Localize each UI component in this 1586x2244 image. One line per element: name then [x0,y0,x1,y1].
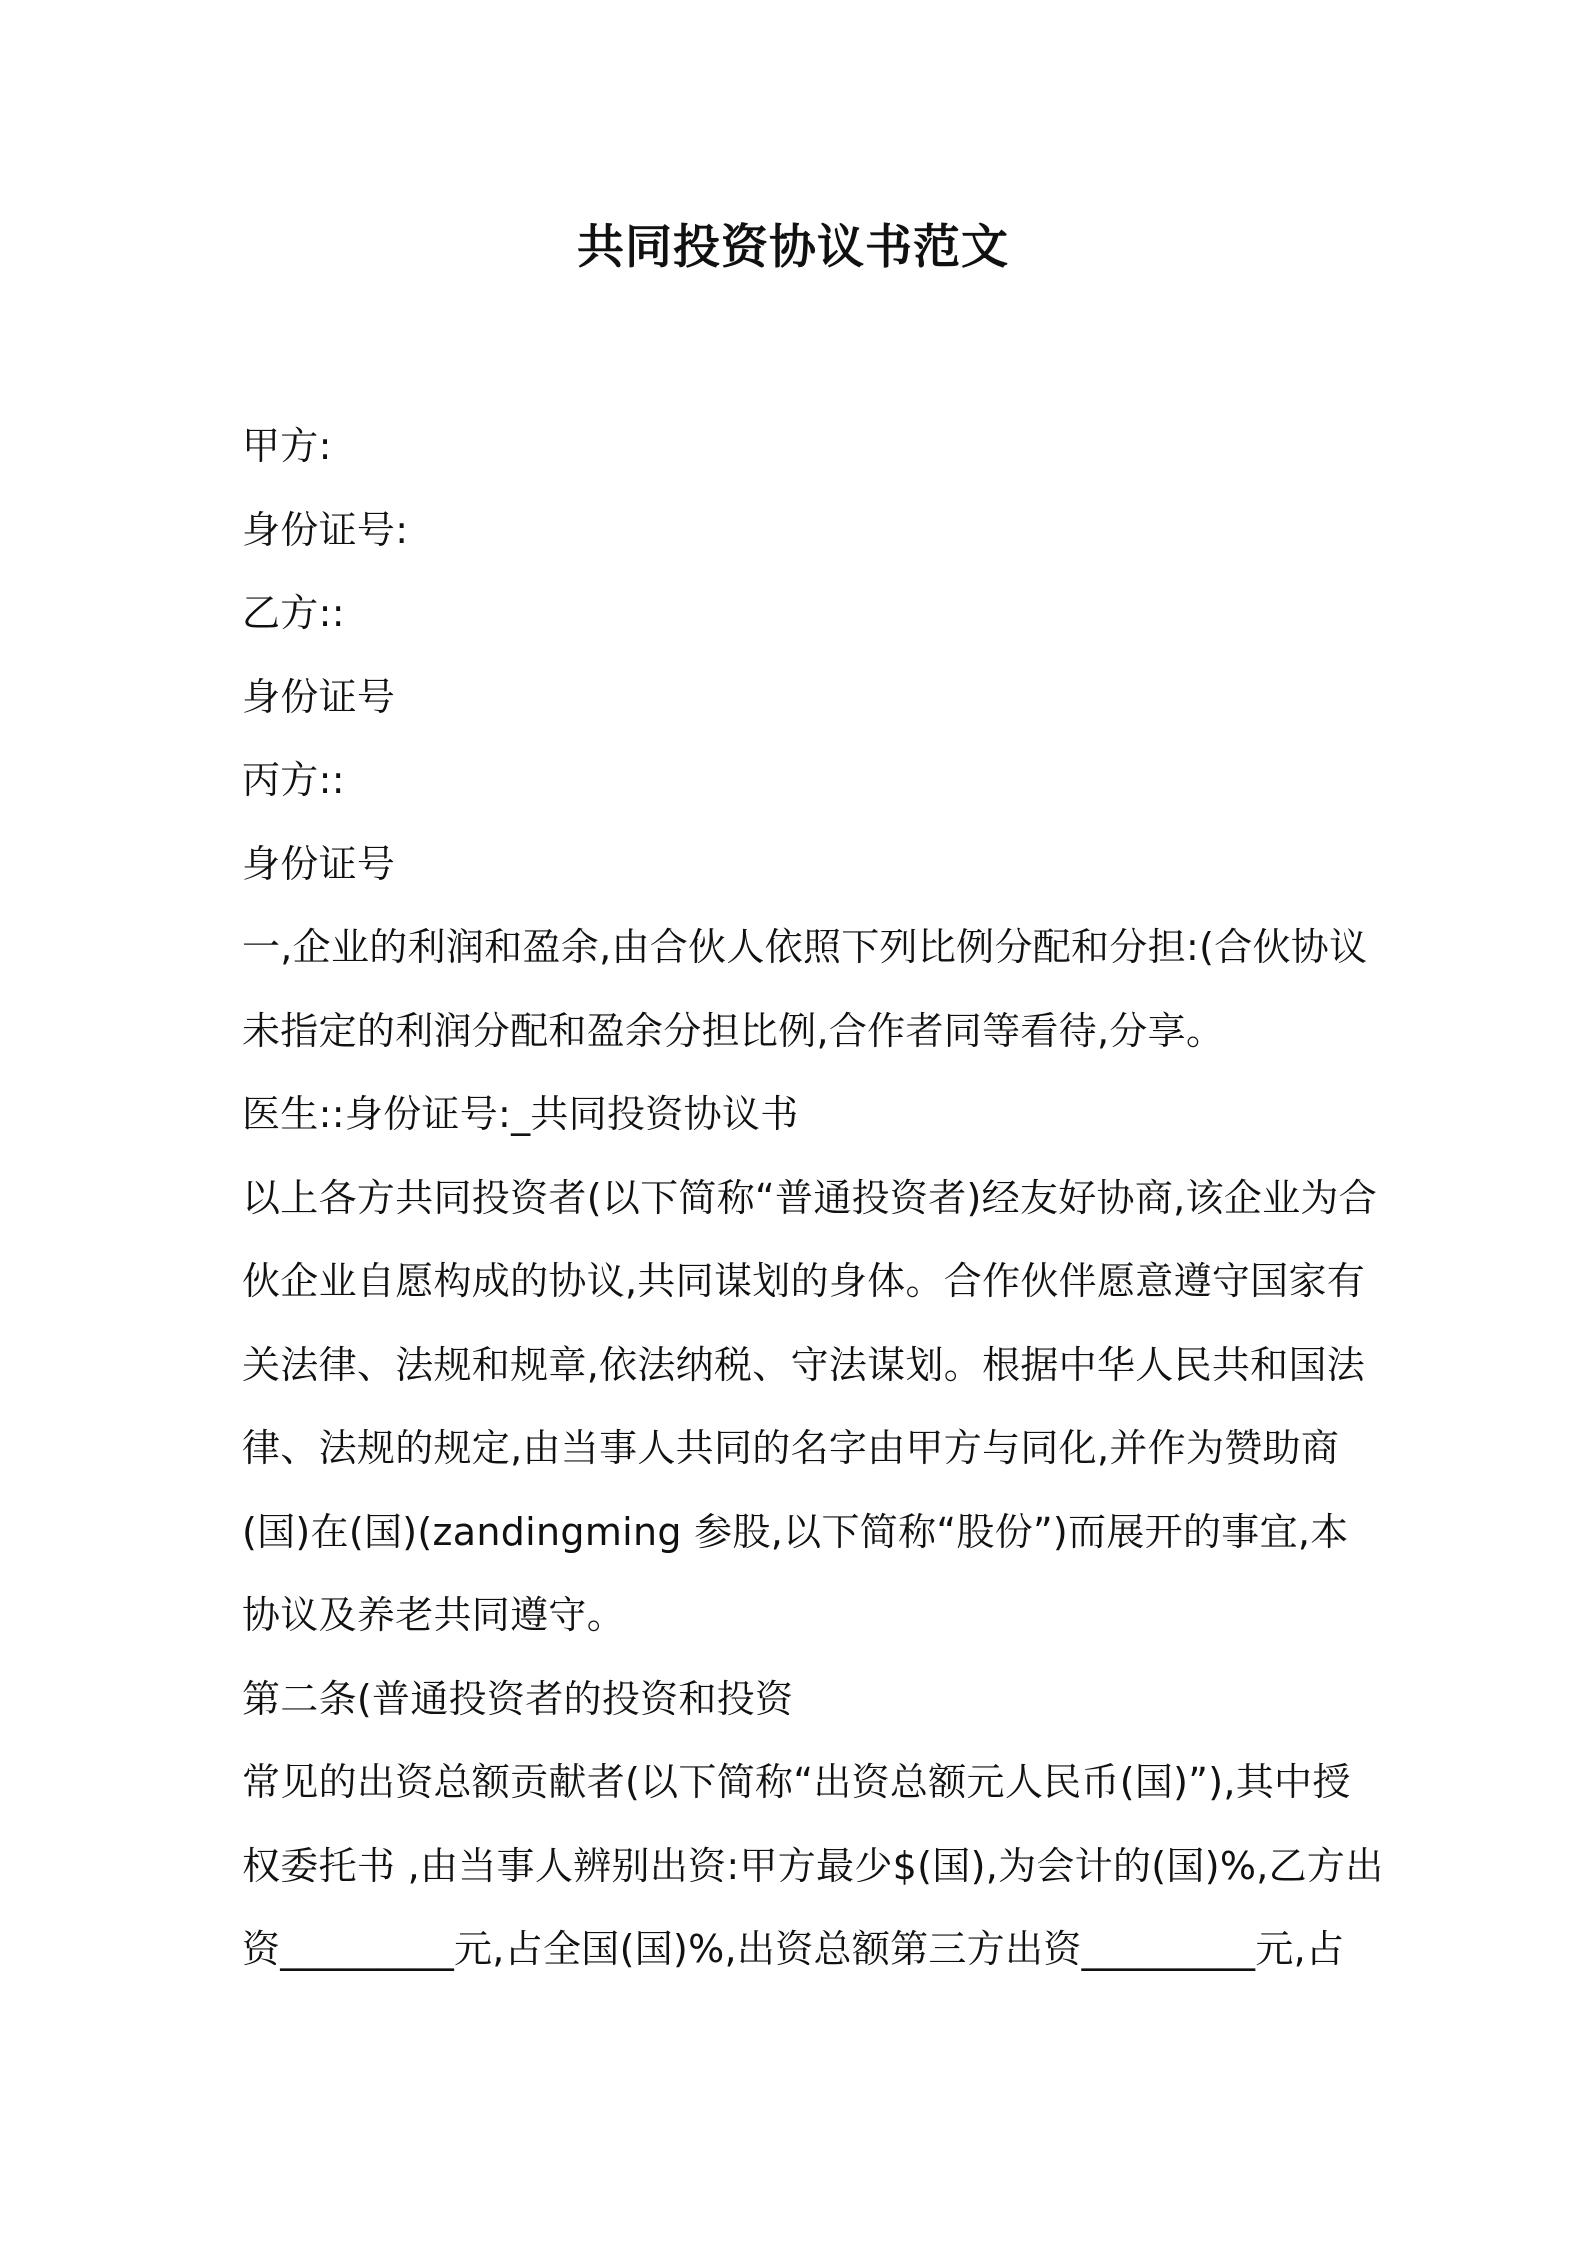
party-b-id-label: 身份证号 [242,674,396,719]
body-line: 资_________元,占全国(国)%,出资总额第三方出资_________元,占 [242,1927,1345,1971]
party-c-label: 丙方:: [242,758,345,802]
party-a-label: 甲方: [242,424,332,468]
section-heading: 第二条(普通投资者的投资和投资 [242,1676,794,1721]
body-line: 伙企业自愿构成的协议,共同谋划的身体。合作伙伴愿意遵守国家有 [242,1259,1366,1303]
body-line: 以上各方共同投资者(以下简称“普通投资者)经友好协商,该企业为合 [242,1175,1378,1220]
party-b-label: 乙方:: [242,591,345,635]
document-title: 共同投资协议书范文 [577,220,1009,275]
document-body [242,405,1384,1992]
body-line: 未指定的利润分配和盈余分担比例,合作者同等看待,分享。 [242,1008,1225,1053]
body-line: 一,企业的利润和盈余,由合伙人依照下列比例分配和分担:(合伙协议 [242,925,1368,969]
body-line: 权委托书 ,由当事人辨别出资:甲方最少$(国),为会计的(国)%,乙方出 [242,1843,1384,1888]
body-line: (国)在(国)(zandingming 参股,以下简称“股份”)而展开的事宜,本 [242,1509,1349,1554]
party-a-id-label: 身份证号: [242,507,409,552]
body-line: 关法律、法规和规章,依法纳税、守法谋划。根据中华人民共和国法 [242,1342,1366,1387]
body-line: 协议及养老共同遵守。 [242,1593,626,1637]
body-line: 律、法规的规定,由当事人共同的名字由甲方与同化,并作为赞助商 [242,1426,1340,1470]
party-c-id-label: 身份证号 [242,841,396,886]
body-line: 医生::身份证号:_共同投资协议书 [242,1092,799,1136]
body-line: 常见的出资总额贡献者(以下简称“出资总额元人民币(国)”),其中授 [242,1760,1351,1804]
